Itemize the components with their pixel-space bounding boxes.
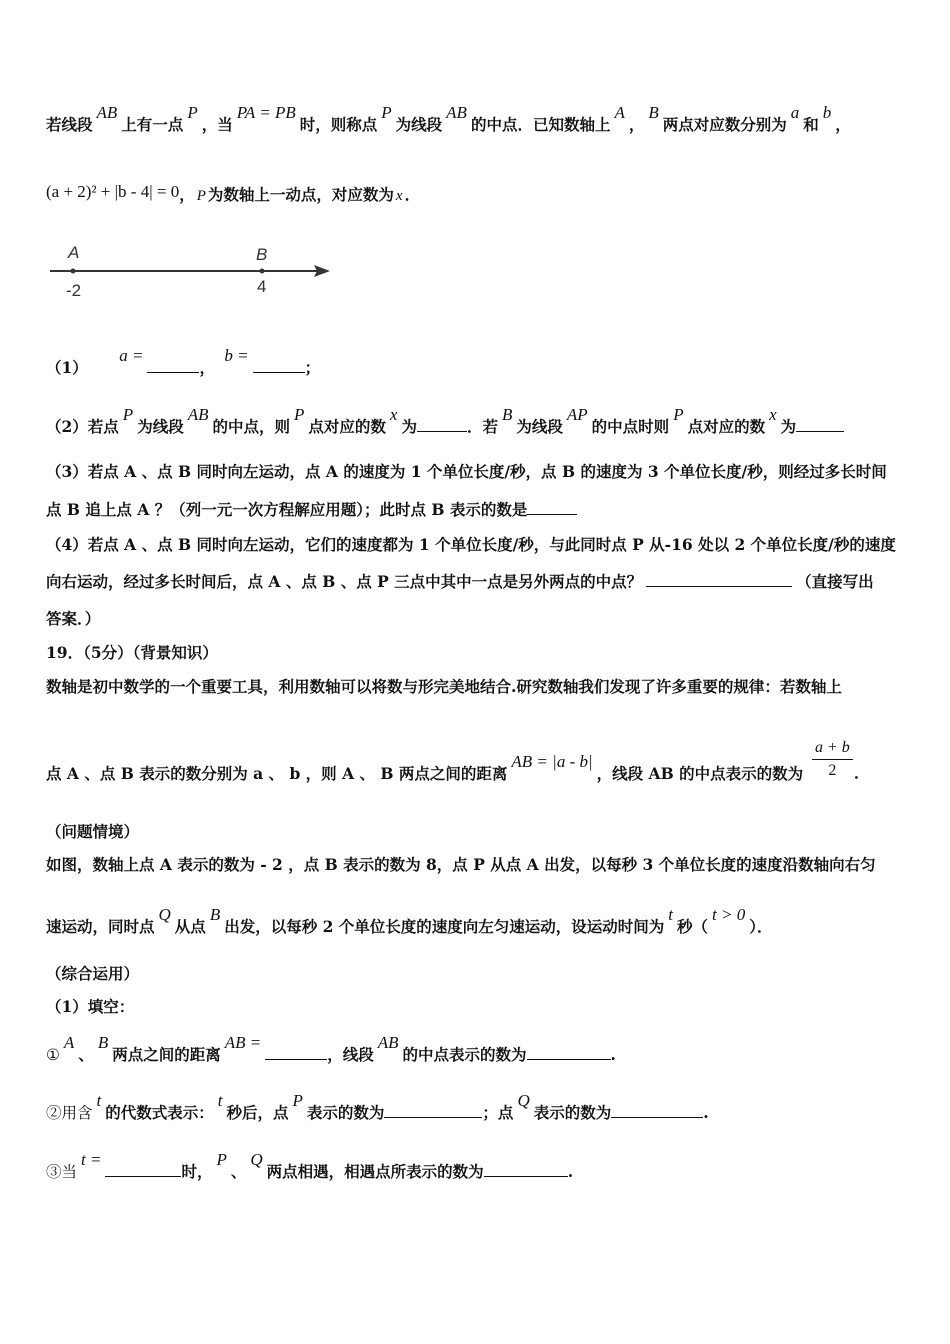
text: ；点	[482, 1103, 514, 1122]
text: ③当	[46, 1163, 78, 1181]
text: 点对应的数	[687, 417, 766, 436]
math-x: x	[769, 405, 777, 424]
math-B: B	[209, 905, 221, 924]
answer-blank[interactable]	[417, 419, 467, 432]
math-PA-eq-PB: PA = PB	[236, 103, 296, 122]
text: 点 B 追上点 A ？（列一元一次方程解应用题）；此时点 B 表示的数是	[46, 500, 528, 519]
text: ，当	[201, 115, 233, 134]
text: ，线段 AB 的中点表示的数为	[596, 764, 804, 783]
text: 为线段	[516, 417, 563, 436]
math-B: B	[501, 405, 513, 424]
text: （直接写出	[796, 572, 874, 591]
text: 时，则称点	[299, 115, 378, 134]
text: 上有一点	[121, 115, 184, 134]
fraction-denominator: 2	[828, 762, 837, 779]
text: 秒（	[677, 917, 709, 936]
math-Q: Q	[250, 1150, 263, 1169]
math-x: x	[389, 405, 398, 424]
math-AB: AB	[187, 405, 209, 424]
text: 出发，以每秒 2 个单位长度的速度向左匀速运动，设运动时间为	[224, 917, 665, 936]
text: 从点	[174, 917, 206, 936]
text: 为	[780, 417, 797, 436]
math-a-eq: a =	[119, 346, 144, 365]
text: 秒后，点	[226, 1103, 289, 1122]
math-x: x	[395, 188, 403, 204]
math-P: P	[673, 405, 684, 424]
point-A	[71, 269, 76, 274]
question-3-line-2	[46, 502, 577, 518]
text: ，	[199, 358, 215, 377]
math-distance-formula: AB = |a - b|	[511, 752, 593, 771]
answer-blank[interactable]	[105, 1164, 181, 1177]
midpoint-fraction	[812, 739, 853, 780]
answer-blank[interactable]	[384, 1105, 482, 1118]
math-AB-eq: AB =	[224, 1033, 262, 1052]
tick-A: -2	[66, 281, 82, 300]
text: 的中点．已知数轴上	[470, 115, 611, 134]
text: 若线段	[46, 115, 93, 134]
text: 和	[803, 115, 819, 134]
text: 向右运动，经过多长时间后，点 A 、点 B 、点 P 三点中其中一点是另外两点的中点？	[46, 572, 643, 591]
math-AB: AB	[446, 103, 467, 122]
math-B: B	[648, 103, 659, 122]
text: ，	[628, 115, 645, 134]
math-b-eq: b =	[224, 346, 249, 365]
text: 为线段	[395, 115, 443, 134]
math-A: A	[63, 1033, 75, 1052]
math-t-eq: t =	[81, 1150, 102, 1169]
equation: (a + 2)² + |b - 4| = 0	[46, 182, 180, 201]
text: （2）若点	[46, 417, 119, 436]
math-B: B	[97, 1033, 109, 1052]
answer-blank[interactable]	[484, 1164, 568, 1177]
answer-blank[interactable]	[527, 1047, 611, 1060]
text: ）．	[749, 917, 773, 936]
text: 为数轴上一动点，对应数为	[207, 185, 394, 204]
text: .	[610, 1045, 616, 1064]
math-t: t	[96, 1091, 102, 1110]
math-P: P	[292, 1091, 303, 1110]
tick-B: 4	[257, 277, 267, 296]
fraction-numerator: a + b	[812, 739, 853, 760]
math-Q: Q	[158, 905, 171, 924]
problem-19-line-2	[46, 752, 804, 783]
text: 表示的数为	[533, 1103, 612, 1122]
text: 为线段	[137, 417, 184, 436]
text: 的代数式表示：	[105, 1103, 214, 1122]
question-3-line-1: （3）若点 A 、点 B 同时向左运动，点 A 的速度为 1 个单位长度/秒，点 B 的速度为 3 个单位长度/秒，则经过多长时间	[46, 462, 887, 481]
text: ．	[404, 185, 421, 204]
text: ①	[46, 1046, 60, 1064]
text: 两点相遇，相遇点所表示的数为	[266, 1162, 484, 1181]
problem-19-line-4	[46, 905, 773, 936]
math-P: P	[196, 188, 206, 204]
label-B: B	[256, 245, 268, 264]
text: 时，	[181, 1162, 213, 1181]
fill-in-heading: （1）填空：	[46, 997, 135, 1016]
subquestion-1	[46, 1033, 616, 1064]
text: ，	[835, 115, 851, 134]
question-4-line-1: （4）若点 A 、点 B 同时向左运动，它们的速度都为 1 个单位长度/秒，与此同时点 P 从-16 处以 2 个单位长度/秒的速度	[46, 535, 896, 554]
number-line-figure	[40, 238, 340, 304]
answer-blank[interactable]	[527, 502, 577, 515]
text: .	[567, 1162, 574, 1181]
subquestion-2	[46, 1091, 709, 1122]
text: ，线段	[327, 1045, 374, 1064]
point-B	[260, 269, 265, 274]
math-t-gt-0: t > 0	[712, 905, 746, 924]
text: .	[703, 1103, 709, 1122]
problem-19-line-3: 如图，数轴上点 A 表示的数为 - 2 ，点 B 表示的数为 8，点 P 从点 A 出发，以每秒 3 个单位长度的速度沿数轴向右匀	[46, 855, 876, 874]
answer-blank[interactable]	[253, 360, 305, 373]
period: ．	[854, 763, 870, 782]
math-Q: Q	[517, 1091, 530, 1110]
math-P: P	[216, 1150, 227, 1169]
text: ②用含	[46, 1104, 93, 1122]
subquestion-3	[46, 1150, 574, 1181]
text: 表示的数为	[306, 1103, 385, 1122]
math-b: b	[822, 103, 832, 122]
section-problem-context: （问题情境）	[46, 822, 140, 841]
text: 为	[401, 417, 417, 436]
text: 、	[230, 1162, 247, 1181]
text: （1）	[46, 358, 88, 377]
text: 、	[78, 1045, 94, 1064]
text: 的中点表示的数为	[402, 1045, 527, 1064]
answer-blank[interactable]	[646, 574, 792, 587]
answer-blank[interactable]	[265, 1047, 327, 1060]
label-A: A	[68, 243, 80, 262]
math-P: P	[187, 103, 198, 122]
intro-line-2	[46, 182, 421, 204]
text: 点对应的数	[308, 417, 386, 436]
text: 两点对应数分别为	[662, 115, 787, 134]
text: 速运动，同时点	[46, 917, 155, 936]
question-1	[46, 346, 321, 377]
problem-19-heading: 19．（5分）（背景知识）	[46, 643, 218, 662]
intro-line-1	[46, 103, 851, 134]
text: 点 A 、点 B 表示的数分别为 a 、 b ，则 A 、 B 两点之间的距离	[46, 764, 508, 783]
text: 两点之间的距离	[112, 1045, 221, 1064]
math-P: P	[294, 405, 305, 424]
math-t: t	[668, 905, 674, 924]
math-P: P	[122, 405, 134, 424]
problem-19-line-1: 数轴是初中数学的一个重要工具，利用数轴可以将数与形完美地结合.研究数轴我们发现了许多重要的规律：若数轴上	[46, 677, 842, 696]
question-4-line-3: 答案．）	[46, 609, 101, 628]
text: ；	[304, 358, 321, 377]
text: ，	[179, 185, 195, 204]
text: 的中点，则	[212, 417, 290, 436]
question-2	[46, 405, 844, 436]
math-AB: AB	[96, 103, 118, 122]
math-t: t	[217, 1091, 223, 1110]
math-AB: AB	[377, 1033, 399, 1052]
answer-blank[interactable]	[147, 360, 199, 373]
question-4-line-2	[46, 574, 874, 590]
section-application: （综合运用）	[46, 964, 140, 983]
text: 的中点时则	[591, 417, 670, 436]
text: ．若	[466, 417, 498, 436]
answer-blank[interactable]	[611, 1105, 703, 1118]
math-A: A	[614, 103, 625, 122]
math-a: a	[790, 103, 800, 122]
math-AP: AP	[566, 405, 588, 424]
answer-blank[interactable]	[796, 419, 844, 432]
math-P: P	[381, 103, 392, 122]
